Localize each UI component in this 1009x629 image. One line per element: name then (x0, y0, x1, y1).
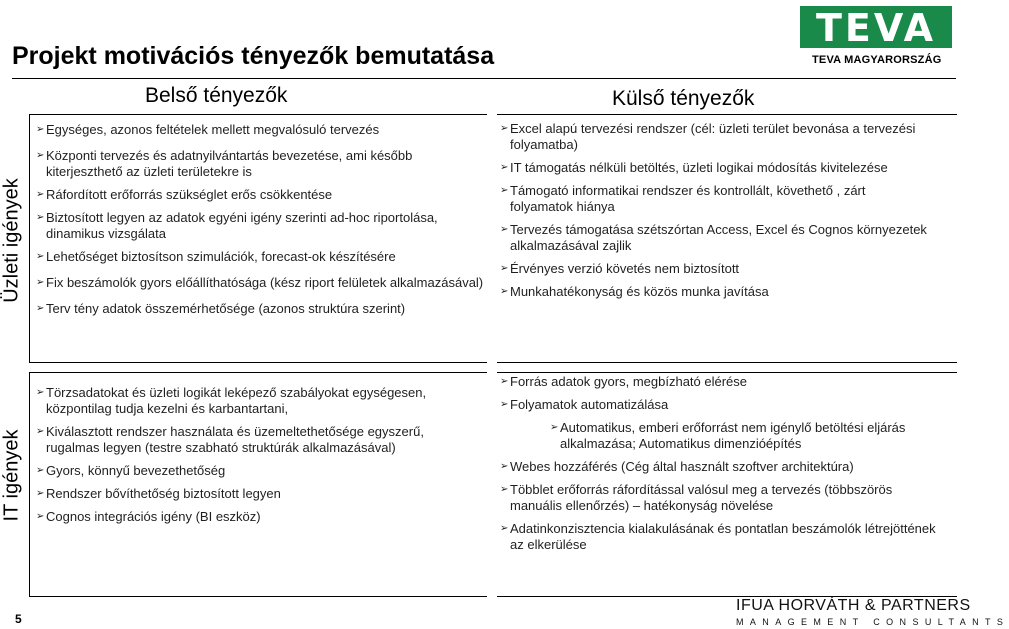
business-external-list (500, 121, 930, 300)
list-item-text: Biztosított legyen az adatok egyéni igény szerinti ad-hoc riportolása, dinamikus vizsgálata (46, 210, 438, 241)
list-item (36, 275, 488, 291)
side-label-it: IT igények (0, 429, 23, 522)
arrow-bullet-icon: ➢ (500, 185, 509, 196)
list-item-text: Forrás adatok gyors, megbízható elérése (510, 374, 748, 389)
list-item (36, 187, 488, 203)
side-label-business: Üzleti igények (0, 178, 23, 303)
page-title: Projekt motivációs tényezők bemutatása (12, 42, 495, 70)
list-item-text: Excel alapú tervezési rendszer (cél: üzleti terület bevonása a tervezési folyamatba) (510, 121, 916, 152)
arrow-bullet-icon: ➢ (500, 523, 509, 534)
list-item-text: Tervezés támogatása szétszórtan Access, Excel és Cognos környezetek alkalmazásával zajlik (510, 222, 927, 253)
ifua-logo-name: IFUA HORVÁTH & PARTNERS (736, 597, 971, 614)
list-item (36, 249, 488, 265)
arrow-bullet-icon: ➢ (500, 123, 509, 134)
list-item-text: Törzsadatokat és üzleti logikát leképező szabályokat egységesen, központilag tudja kezelni és karbantartani, (46, 385, 427, 416)
list-item-text: Kiválasztott rendszer használata és üzemeltethetősége egyszerű, rugalmas legyen (testre szabható struktúrák alkalmazásával) (46, 424, 424, 455)
list-item-text: Munkahatékonyság és közös munka javítása (510, 284, 769, 299)
arrow-bullet-icon: ➢ (36, 303, 45, 314)
title-rule (12, 78, 956, 79)
list-item-text: IT támogatás nélküli betöltés, üzleti logikai módosítás kivitelezése (510, 160, 888, 175)
it-divider-line (29, 372, 30, 596)
list-item-text: Cognos integrációs igény (BI eszköz) (46, 509, 261, 524)
arrow-bullet-icon: ➢ (500, 376, 509, 387)
heading-internal: Belső tényezők (145, 84, 288, 107)
list-item (550, 420, 940, 452)
list-item (500, 183, 930, 215)
arrow-bullet-icon: ➢ (36, 488, 45, 499)
arrow-bullet-icon: ➢ (36, 251, 45, 262)
arrow-bullet-icon: ➢ (36, 277, 45, 288)
list-item (500, 459, 940, 475)
internal-top-rule (29, 114, 487, 115)
arrow-bullet-icon: ➢ (500, 263, 509, 274)
list-item (500, 374, 940, 390)
arrow-bullet-icon: ➢ (36, 426, 45, 437)
page-number: 5 (15, 612, 22, 626)
list-item (500, 121, 930, 153)
list-item (36, 486, 476, 502)
business-divider-line (29, 114, 30, 362)
list-item-text: Webes hozzáférés (Cég által használt szoftver architektúra) (510, 459, 854, 474)
list-item-text: Egységes, azonos feltételek mellett megvalósuló tervezés (46, 122, 380, 137)
business-internal-list (36, 122, 488, 317)
list-item-text: Folyamatok automatizálása (510, 397, 669, 412)
list-item (36, 148, 488, 180)
list-item-text: Központi tervezés és adatnyilvántartás bevezetése, ami később kiterjeszthető az üzleti területekre is (46, 148, 413, 179)
list-item (500, 160, 930, 176)
list-item (500, 284, 930, 300)
list-item (36, 424, 476, 456)
list-item (500, 261, 930, 277)
list-item (500, 482, 940, 514)
list-item-text: Fix beszámolók gyors előállíthatósága (kész riport felületek alkalmazásával) (46, 275, 484, 290)
list-item-text: Érvényes verzió követés nem biztosított (510, 261, 740, 276)
arrow-bullet-icon: ➢ (36, 465, 45, 476)
arrow-bullet-icon: ➢ (36, 511, 45, 522)
ifua-logo-subtitle: MANAGEMENT CONSULTANTS (736, 617, 1009, 627)
external-top-rule (497, 114, 957, 115)
it-external-list (500, 374, 940, 553)
arrow-bullet-icon: ➢ (36, 387, 45, 398)
list-item-text: Többlet erőforrás ráfordítással valósul meg a tervezés (többszörös manuális ellenőrzés) – hatékonyság növelése (510, 482, 893, 513)
list-item-text: Gyors, könnyű bevezethetőség (46, 463, 226, 478)
list-item (36, 210, 488, 242)
list-item (36, 463, 476, 479)
it-internal-list (36, 385, 476, 525)
heading-external: Külső tényezők (612, 87, 755, 110)
list-item-text: Lehetőséget biztosítson szimulációk, forecast-ok készítésére (46, 249, 396, 264)
arrow-bullet-icon: ➢ (500, 286, 509, 297)
list-item-text: Ráfordított erőforrás szükséglet erős csökkentése (46, 187, 333, 202)
internal-mid-rule-2 (29, 372, 487, 373)
arrow-bullet-icon: ➢ (36, 212, 45, 223)
arrow-bullet-icon: ➢ (36, 150, 45, 161)
arrow-bullet-icon: ➢ (36, 124, 45, 135)
list-item-text: Terv tény adatok összemérhetősége (azonos struktúra szerint) (46, 301, 406, 316)
arrow-bullet-icon: ➢ (500, 461, 509, 472)
list-item-text: Automatikus, emberi erőforrást nem igénylő betöltési eljárás alkalmazása; Automatikus dimenzióépítés (560, 420, 906, 451)
arrow-bullet-icon: ➢ (500, 224, 509, 235)
teva-subtitle: TEVA MAGYARORSZÁG (812, 54, 942, 66)
arrow-bullet-icon: ➢ (500, 162, 509, 173)
list-item (36, 509, 476, 525)
list-item (500, 397, 940, 413)
arrow-bullet-icon: ➢ (550, 422, 559, 433)
internal-bottom-rule (29, 596, 487, 597)
list-item (36, 122, 488, 138)
list-item-text: Rendszer bővíthetőség biztosított legyen (46, 486, 281, 501)
internal-mid-rule (29, 362, 487, 363)
list-item (500, 222, 930, 254)
list-item (36, 301, 488, 317)
arrow-bullet-icon: ➢ (500, 484, 509, 495)
list-item-text: Támogató informatikai rendszer és kontrollált, követhető , zárt folyamatok hiánya (510, 183, 866, 214)
teva-logo-text: TEVA (815, 6, 937, 50)
external-mid-rule-2 (497, 372, 957, 373)
list-item (500, 521, 940, 553)
list-item (36, 385, 476, 417)
arrow-bullet-icon: ➢ (36, 189, 45, 200)
list-item-text: Adatinkonzisztencia kialakulásának és pontatlan beszámolók létrejöttének az elkerülése (510, 521, 936, 552)
arrow-bullet-icon: ➢ (500, 399, 509, 410)
teva-logo (800, 6, 952, 48)
external-mid-rule (497, 362, 957, 363)
